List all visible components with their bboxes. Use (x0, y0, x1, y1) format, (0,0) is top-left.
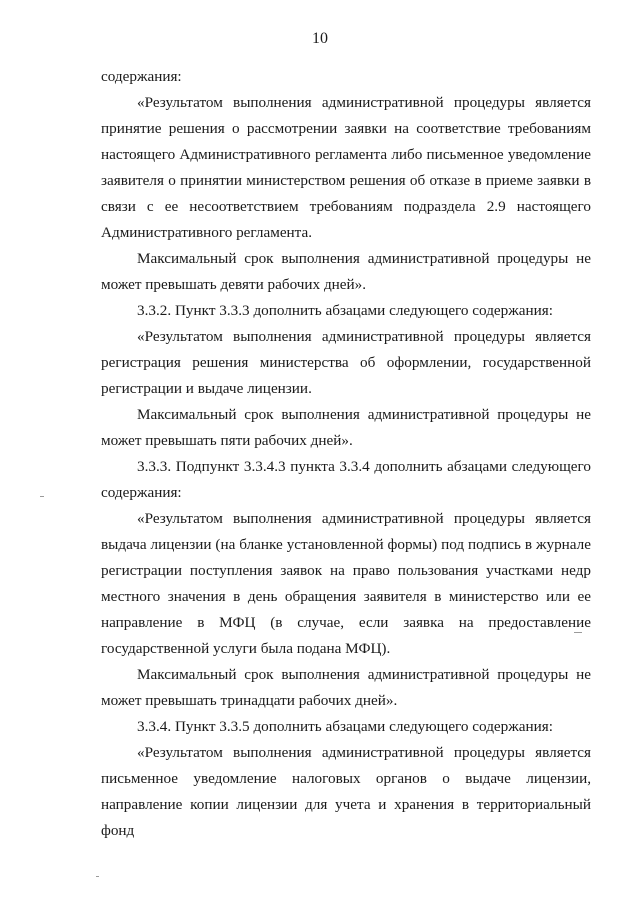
paragraph-quote-result-2: «Результатом выполнения административной процедуры является регистрация решения министерства об оформлении, государственной регистрации и выдаче лицензии. (101, 328, 591, 397)
paragraph-max-term-2: Максимальный срок выполнения административной процедуры не может превышать пяти рабочих дней». (101, 406, 591, 449)
scan-artifact-bottom (96, 876, 99, 877)
paragraph-quote-result-3: «Результатом выполнения административной процедуры является выдача лицензии (на бланке установленной формы) под подпись в журнале регистрации поступления заявок на право пользования участками недр местного значения в день обращения заявителя в министерство или ее направление в МФЦ (в случае, если заявка на предоставление государственной услуги была подана МФЦ). (101, 510, 591, 657)
paragraph-item-3-3-3: 3.3.3. Подпункт 3.3.4.3 пункта 3.3.4 дополнить абзацами следующего содержания: (101, 458, 591, 501)
paragraph-continuation: содержания: (101, 68, 182, 85)
page-number: 10 (312, 30, 328, 47)
paragraph-item-3-3-4: 3.3.4. Пункт 3.3.5 дополнить абзацами следующего содержания: (137, 718, 553, 735)
document-body (101, 64, 591, 844)
paragraph-quote-result-4: «Результатом выполнения административной процедуры является письменное уведомление налоговых органов о выдаче лицензии, направление копии лицензии для учета и хранения в территориальный фонд (101, 744, 591, 839)
scan-artifact-right (574, 632, 582, 633)
paragraph-max-term-1: Максимальный срок выполнения административной процедуры не может превышать девяти рабочих дней». (101, 250, 591, 293)
paragraph-max-term-3: Максимальный срок выполнения административной процедуры не может превышать тринадцати рабочих дней». (101, 666, 591, 709)
paragraph-quote-result-1: «Результатом выполнения административной процедуры является принятие решения о рассмотрении заявки на соответствие требованиям настоящего Административного регламента либо письменное уведомление заявителя о принятии министерством решения об отказе в приеме заявки в связи с ее несоответствием требованиям подраздела 2.9 настоящего Административного регламента. (101, 94, 591, 241)
scan-artifact-left (40, 496, 44, 497)
paragraph-item-3-3-2: 3.3.2. Пункт 3.3.3 дополнить абзацами следующего содержания: (137, 302, 553, 319)
